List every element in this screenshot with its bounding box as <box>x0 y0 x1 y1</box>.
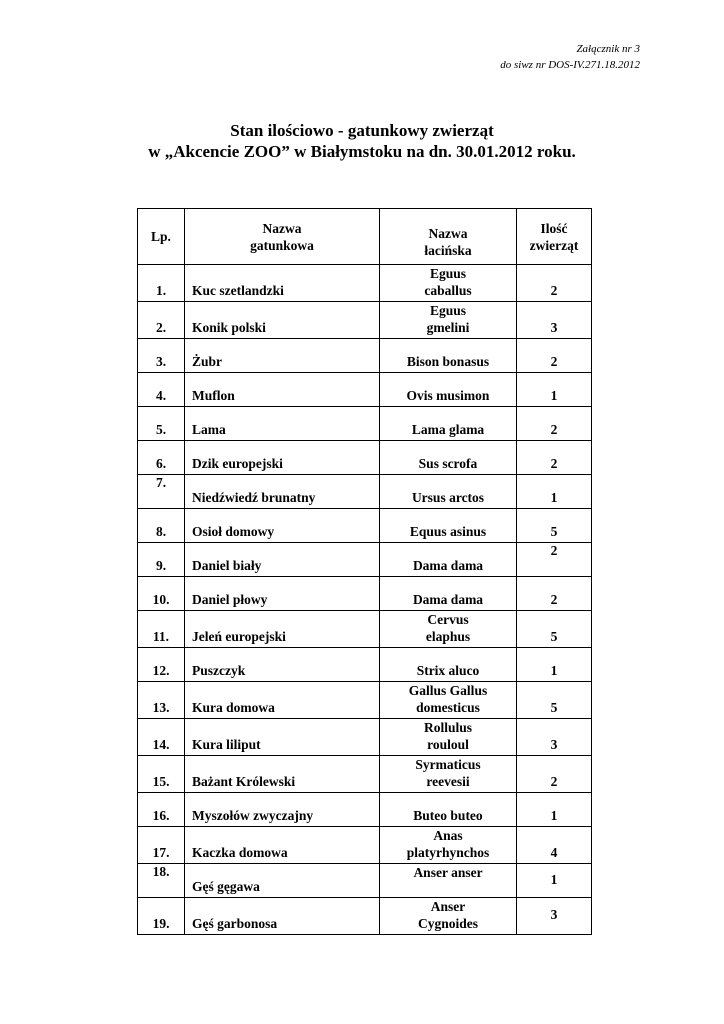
animal-count: 3 <box>517 719 592 756</box>
latin-name <box>380 407 517 441</box>
latin-name-line2: gmelini <box>426 320 470 335</box>
latin-name <box>380 302 517 339</box>
species-name: Lama <box>185 407 380 441</box>
latin-name-line1: Anser <box>430 899 466 914</box>
species-name: Jeleń europejski <box>185 611 380 648</box>
header-name-line1: Nazwa <box>262 220 302 236</box>
species-table-body <box>138 265 592 935</box>
table-row <box>138 864 592 898</box>
row-number: 5. <box>138 407 185 441</box>
animal-count: 1 <box>517 864 592 898</box>
latin-name-line1: Strix aluco <box>416 663 480 678</box>
animal-count: 2 <box>517 407 592 441</box>
header-name <box>185 209 380 265</box>
species-name: Myszołów zwyczajny <box>185 793 380 827</box>
species-name: Puszczyk <box>185 648 380 682</box>
table-row <box>138 719 592 756</box>
header-count <box>517 209 592 265</box>
animal-count: 1 <box>517 648 592 682</box>
species-name: Daniel biały <box>185 543 380 577</box>
latin-name-line1: Eguus <box>429 303 467 318</box>
latin-name-line1: Buteo buteo <box>413 808 483 823</box>
row-number: 3. <box>138 339 185 373</box>
table-row <box>138 648 592 682</box>
latin-name <box>380 441 517 475</box>
row-number: 11. <box>138 611 185 648</box>
latin-name-line2: domesticus <box>416 700 480 715</box>
latin-name-line1: Sus scrofa <box>418 456 478 471</box>
species-name: Kuc szetlandzki <box>185 265 380 302</box>
row-number: 8. <box>138 509 185 543</box>
header-count-line2: zwierząt <box>529 237 579 253</box>
latin-name-line1: Anas <box>433 828 463 843</box>
tender-reference: do siwz nr DOS-IV.271.18.2012 <box>500 59 640 71</box>
row-number: 4. <box>138 373 185 407</box>
table-header-row <box>138 209 592 265</box>
animal-count: 2 <box>517 265 592 302</box>
row-number: 9. <box>138 543 185 577</box>
latin-name <box>380 373 517 407</box>
row-number: 1. <box>138 265 185 302</box>
latin-name-line2: caballus <box>424 283 472 298</box>
species-name: Daniel płowy <box>185 577 380 611</box>
header-latin <box>380 209 517 265</box>
header-name-line2: gatunkowa <box>250 237 314 253</box>
latin-name-line1: Ovis musimon <box>406 388 490 403</box>
latin-name-line2: Cygnoides <box>417 916 478 931</box>
table-row <box>138 611 592 648</box>
row-number: 6. <box>138 441 185 475</box>
table-row <box>138 682 592 719</box>
animal-count: 1 <box>517 793 592 827</box>
latin-name-line1: Cervus <box>427 612 469 627</box>
latin-name-line2: elaphus <box>425 629 471 644</box>
species-name: Kura liliput <box>185 719 380 756</box>
latin-name-line1: Gallus Gallus <box>408 683 488 698</box>
table-row <box>138 475 592 509</box>
animal-count: 3 <box>517 898 592 935</box>
table-row <box>138 898 592 935</box>
animal-count: 2 <box>517 543 592 577</box>
animal-count: 1 <box>517 475 592 509</box>
latin-name <box>380 577 517 611</box>
table-row <box>138 265 592 302</box>
latin-name-line1: Anser anser <box>413 865 483 880</box>
latin-name-line1: Eguus <box>429 266 467 281</box>
latin-name-line1: Rollulus <box>423 720 473 735</box>
latin-name <box>380 898 517 935</box>
table-row <box>138 756 592 793</box>
latin-name-line1: Dama dama <box>412 558 484 573</box>
table-row <box>138 543 592 577</box>
header-latin-line2: łacińska <box>424 242 472 258</box>
row-number: 2. <box>138 302 185 339</box>
header-lp: Lp. <box>138 209 185 265</box>
table-row <box>138 441 592 475</box>
species-name: Gęś gęgawa <box>185 864 380 898</box>
latin-name <box>380 756 517 793</box>
species-table <box>137 208 592 935</box>
table-row <box>138 577 592 611</box>
row-number: 14. <box>138 719 185 756</box>
table-row <box>138 339 592 373</box>
latin-name-line1: Dama dama <box>412 592 484 607</box>
attachment-note <box>500 41 640 73</box>
latin-name-line2: reevesii <box>426 774 470 789</box>
species-name: Osioł domowy <box>185 509 380 543</box>
animal-count: 2 <box>517 339 592 373</box>
row-number: 10. <box>138 577 185 611</box>
table-row <box>138 302 592 339</box>
species-name: Bażant Królewski <box>185 756 380 793</box>
latin-name-line1: Equus asinus <box>409 524 487 539</box>
table-row <box>138 407 592 441</box>
row-number: 19. <box>138 898 185 935</box>
latin-name <box>380 793 517 827</box>
latin-name <box>380 827 517 864</box>
latin-name <box>380 719 517 756</box>
row-number: 18. <box>138 864 185 898</box>
animal-count: 2 <box>517 577 592 611</box>
attachment-number: Załącznik nr 3 <box>576 43 640 55</box>
species-name: Konik polski <box>185 302 380 339</box>
animal-count: 5 <box>517 682 592 719</box>
species-name: Gęś garbonosa <box>185 898 380 935</box>
latin-name <box>380 611 517 648</box>
row-number: 13. <box>138 682 185 719</box>
latin-name <box>380 509 517 543</box>
animal-count: 3 <box>517 302 592 339</box>
species-name: Żubr <box>185 339 380 373</box>
animal-count: 2 <box>517 441 592 475</box>
latin-name-line2: platyrhynchos <box>406 845 490 860</box>
latin-name-line1: Syrmaticus <box>415 757 481 772</box>
table-row <box>138 373 592 407</box>
title-line-2: w „Akcencie ZOO” w Białymstoku na dn. 30.01.2012 roku. <box>148 142 576 161</box>
latin-name <box>380 339 517 373</box>
latin-name <box>380 648 517 682</box>
species-name: Niedźwiedź brunatny <box>185 475 380 509</box>
latin-name-line1: Lama glama <box>411 422 485 437</box>
table-row <box>138 793 592 827</box>
row-number: 7. <box>138 475 185 509</box>
header-latin-line1: Nazwa <box>428 225 468 241</box>
latin-name <box>380 543 517 577</box>
latin-name <box>380 475 517 509</box>
animal-count: 1 <box>517 373 592 407</box>
latin-name-line1: Ursus arctos <box>411 490 485 505</box>
animal-count: 5 <box>517 509 592 543</box>
table-row <box>138 827 592 864</box>
row-number: 12. <box>138 648 185 682</box>
latin-name <box>380 864 517 898</box>
row-number: 17. <box>138 827 185 864</box>
animal-count: 2 <box>517 756 592 793</box>
document-title <box>0 120 724 162</box>
species-name: Kura domowa <box>185 682 380 719</box>
animal-count: 5 <box>517 611 592 648</box>
species-name: Kaczka domowa <box>185 827 380 864</box>
row-number: 15. <box>138 756 185 793</box>
latin-name <box>380 682 517 719</box>
latin-name-line2: rouloul <box>427 737 469 752</box>
species-name: Muflon <box>185 373 380 407</box>
latin-name-line1: Bison bonasus <box>406 354 490 369</box>
species-name: Dzik europejski <box>185 441 380 475</box>
animal-count: 4 <box>517 827 592 864</box>
row-number: 16. <box>138 793 185 827</box>
header-count-line1: Ilość <box>540 220 568 236</box>
table-row <box>138 509 592 543</box>
latin-name <box>380 265 517 302</box>
title-line-1: Stan ilościowo - gatunkowy zwierząt <box>230 121 494 140</box>
